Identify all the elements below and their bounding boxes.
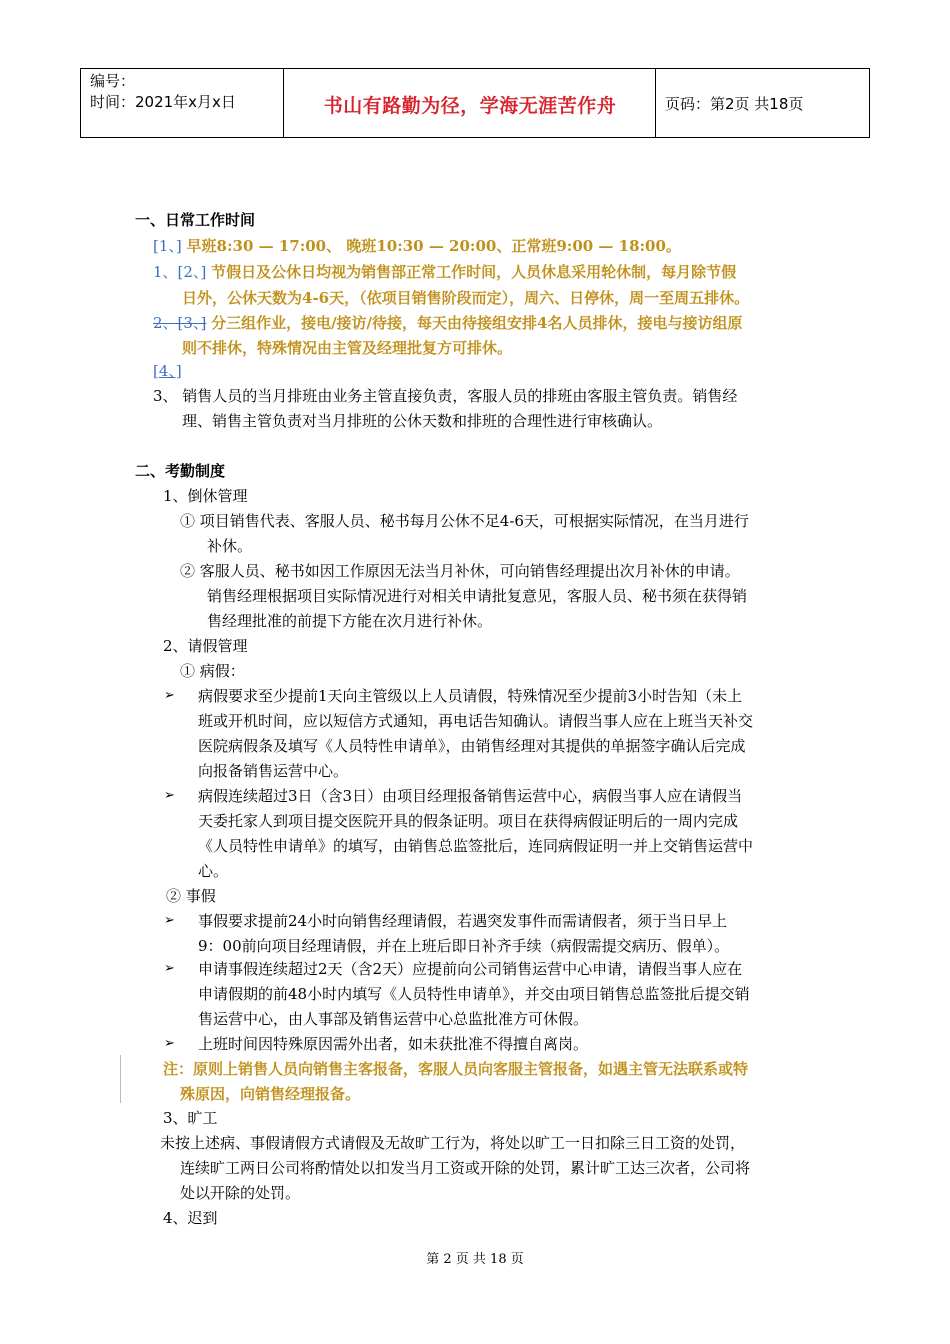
bullet-arrow-icon: ➢	[164, 913, 175, 928]
subsection-title: ② 事假	[166, 887, 216, 905]
paragraph: 天委托家人到项目提交医院开具的假条证明。项目在获得病假证明后的一周内完成	[198, 812, 739, 830]
paragraph: 上班时间因特殊原因需外出者，如未获批准不得擅自离岗。	[198, 1035, 589, 1053]
subsection-title: 1、倒休管理	[163, 487, 248, 505]
bullet-arrow-icon: ➢	[164, 688, 175, 703]
paragraph: 3、 销售人员的当月排班由业务主管直接负责，客服人员的排班由客服主管负责。销售经	[153, 387, 738, 405]
list-text: 日外，公休天数为4-6天，（依项目销售阶段而定），周六、日停休，周一至周五排休。	[182, 289, 750, 307]
header-number-label: 编号：	[90, 72, 136, 90]
section-title: 二、考勤制度	[135, 462, 226, 480]
schedule-item	[153, 236, 681, 256]
paragraph: 班或开机时间，应以短信方式通知，再电话告知确认。请假当事人应在上班当天补交	[198, 712, 754, 730]
paragraph: 处以开除的处罚。	[180, 1184, 301, 1202]
paragraph: 售运营中心，由人事部及销售运营中心总监批准方可休假。	[198, 1010, 589, 1028]
subsection-title: ① 病假：	[180, 662, 245, 680]
paragraph: 连续旷工两日公司将酌情处以扣发当月工资或开除的处罚，累计旷工达三次者，公司将	[180, 1159, 751, 1177]
paragraph: 申请事假连续超过2天（含2天）应提前向公司销售运营中心申请，请假当事人应在	[198, 960, 743, 978]
list-text: 分三组作业，接电/接访/待接，每天由待接组安排4名人员排休，接电与接访组原	[211, 314, 743, 332]
list-marker: [1、]	[153, 237, 182, 255]
paragraph: ① 项目销售代表、客服人员、秘书每月公休不足4-6天，可根据实际情况，在当月进行	[180, 512, 749, 530]
page-header	[80, 68, 870, 138]
paragraph: 售经理批准的前提下方能在次月进行补休。	[207, 612, 493, 630]
schedule-item	[153, 313, 742, 333]
paragraph: 病假要求至少提前1天向主管级以上人员请假，特殊情况至少提前3小时告知（未上	[198, 687, 743, 705]
paragraph: 病假连续超过3日（含3日）由项目经理报备销售运营中心，病假当事人应在请假当	[198, 787, 743, 805]
paragraph: ② 客服人员、秘书如因工作原因无法当月补休，可向销售经理提出次月补休的申请。	[180, 562, 740, 580]
header-left-info	[90, 71, 236, 113]
paragraph: 未按上述病、事假请假方式请假及无故旷工行为，将处以旷工一日扣除三日工资的处罚，	[160, 1134, 746, 1152]
note-text: 注：原则上销售人员向销售主客报备，客服人员向客服主管报备，如遇主管无法联系或特	[163, 1060, 749, 1078]
section-title: 一、日常工作时间	[135, 211, 256, 229]
schedule-item	[153, 262, 736, 282]
paragraph: 补休。	[207, 537, 253, 555]
header-motto: 书山有路勤为径，学海无涯苦作舟	[323, 95, 617, 117]
list-marker: 2、[3、]	[153, 314, 207, 332]
header-time-label: 时间：2021年x月x日	[90, 93, 236, 111]
paragraph: 销售经理根据项目实际情况进行对相关申请批复意见，客服人员、秘书须在获得销	[207, 587, 748, 605]
paragraph: 医院病假条及填写《人员特性申请单》，由销售经理对其提供的单据签字确认后完成	[198, 737, 746, 755]
header-page-info: 页码：第2页 共18页	[665, 95, 804, 113]
page-footer: 第 2 页 共 18 页	[426, 1252, 524, 1267]
bullet-arrow-icon: ➢	[164, 788, 175, 803]
paragraph: 事假要求提前24小时向销售经理请假，若遇突发事件而需请假者，须于当日早上	[198, 912, 728, 930]
paragraph: 《人员特性申请单》的填写，由销售总监签批后，连同病假证明一并上交销售运营中	[198, 837, 754, 855]
paragraph: 向报备销售运营中心。	[198, 762, 349, 780]
list-marker: [4、]	[153, 362, 182, 380]
paragraph: 申请假期的前48小时内填写《人员特性申请单》，并交由项目销售总监签批后提交销	[198, 985, 750, 1003]
list-text: 节假日及公休日均视为销售部正常工作时间，人员休息采用轮休制，每月除节假	[211, 263, 737, 281]
bullet-arrow-icon: ➢	[164, 961, 175, 976]
paragraph: 理、销售主管负责对当月排班的公休天数和排班的合理性进行审核确认。	[182, 412, 663, 430]
list-text: 早班8:30 — 17:00、 晚班10:30 — 20:00、正常班9:00 — 18:00。	[186, 237, 681, 255]
revision-bar	[120, 1055, 121, 1103]
subsection-title: 3、旷工	[163, 1109, 218, 1127]
bullet-arrow-icon: ➢	[164, 1036, 175, 1051]
list-marker: 1、[2、]	[153, 263, 207, 281]
paragraph: 9：00前向项目经理请假，并在上班后即日补齐手续（病假需提交病历、假单）。	[198, 937, 730, 955]
subsection-title: 2、请假管理	[163, 637, 248, 655]
subsection-title: 4、迟到	[163, 1209, 218, 1227]
paragraph: 心。	[198, 862, 229, 880]
note-text: 殊原因，向销售经理报备。	[180, 1085, 361, 1103]
list-text: 则不排休，特殊情况由主管及经理批复方可排休。	[182, 339, 513, 357]
